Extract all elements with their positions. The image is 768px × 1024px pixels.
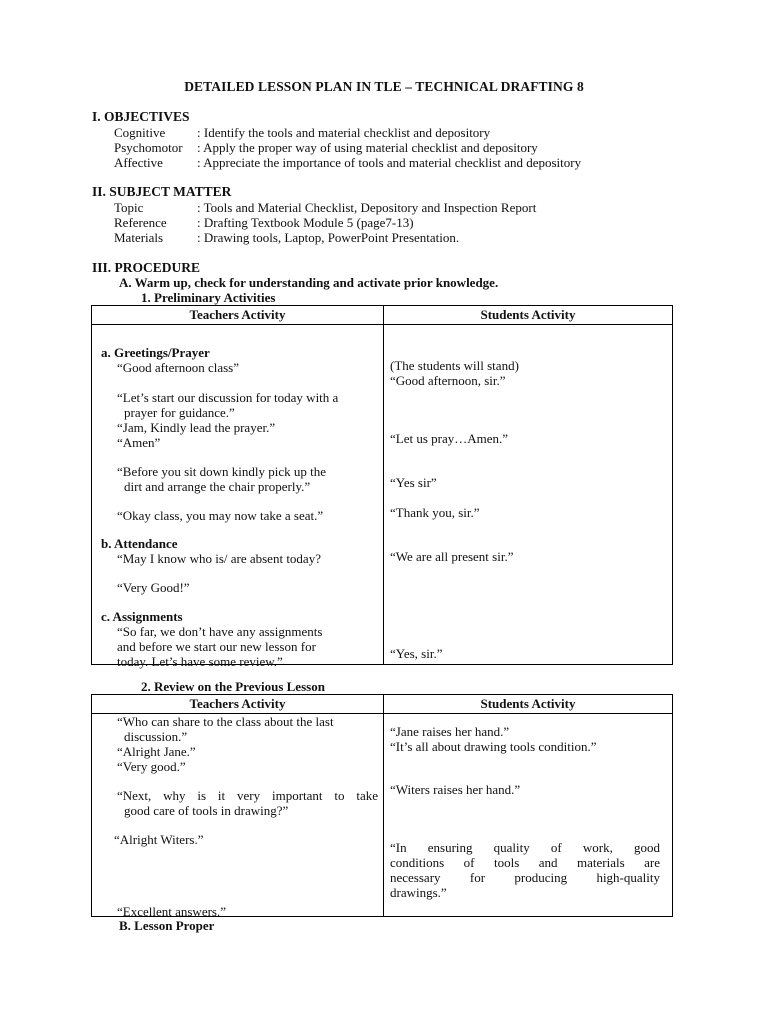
student-line: “Yes, sir.” <box>390 646 443 661</box>
student-line: drawings.” <box>390 885 447 900</box>
attendance-heading: b. Attendance <box>101 536 178 551</box>
subject-label: Materials <box>114 230 164 245</box>
student-line: “In ensuring quality of work, good <box>390 840 660 855</box>
teacher-line: “Excellent answers.” <box>117 904 227 919</box>
teacher-line: “Very Good!” <box>117 580 190 595</box>
teacher-line: prayer for guidance.” <box>124 405 235 420</box>
student-line: “It’s all about drawing tools condition.” <box>390 739 597 754</box>
teacher-line: “Jam, Kindly lead the prayer.” <box>117 420 276 435</box>
teacher-line: “Amen” <box>117 435 161 450</box>
procedure-sub-1: 1. Preliminary Activities <box>141 290 276 305</box>
procedure-sub-b: B. Lesson Proper <box>119 918 215 933</box>
procedure-sub-2: 2. Review on the Previous Lesson <box>141 679 325 694</box>
teacher-line: “Very good.” <box>117 759 186 774</box>
teacher-line: “Before you sit down kindly pick up the <box>117 464 327 479</box>
objective-text: : Identify the tools and material checklist and depository <box>197 125 491 140</box>
student-line: “Thank you, sir.” <box>390 505 480 520</box>
objective-text: : Apply the proper way of using material checklist and depository <box>197 140 538 155</box>
teacher-line: and before we start our new lesson for <box>117 639 316 654</box>
objective-label: Affective <box>114 155 163 170</box>
students-activity-header: Students Activity <box>384 695 673 714</box>
subject-text: : Drawing tools, Laptop, PowerPoint Presentation. <box>197 230 460 245</box>
teacher-line: “Alright Jane.” <box>117 744 196 759</box>
preliminary-activities-table <box>91 305 673 669</box>
teacher-line: “May I know who is/ are absent today? <box>117 551 321 566</box>
procedure-heading: III. PROCEDURE <box>92 260 201 275</box>
students-activity-header: Students Activity <box>384 306 673 325</box>
student-line: “Good afternoon, sir.” <box>390 373 506 388</box>
teacher-line: “Good afternoon class” <box>117 360 240 375</box>
teacher-line: “Next, why is it very important to take <box>117 788 378 803</box>
objective-text: : Appreciate the importance of tools and material checklist and depository <box>197 155 582 170</box>
teacher-line: discussion.” <box>124 729 188 744</box>
greetings-heading: a. Greetings/Prayer <box>101 345 210 360</box>
subject-matter-heading: II. SUBJECT MATTER <box>92 184 232 199</box>
teacher-line: good care of tools in drawing?” <box>124 803 289 818</box>
subject-text: : Drafting Textbook Module 5 (page7-13) <box>197 215 414 230</box>
student-line: “Let us pray…Amen.” <box>390 431 509 446</box>
student-line: “Witers raises her hand.” <box>390 782 521 797</box>
assignments-heading: c. Assignments <box>101 609 183 624</box>
student-line: “Yes sir” <box>390 475 437 490</box>
subject-label: Topic <box>114 200 144 215</box>
teacher-line: “So far, we don’t have any assignments <box>117 624 323 639</box>
subject-text: : Tools and Material Checklist, Depository and Inspection Report <box>197 200 537 215</box>
teacher-line: dirt and arrange the chair properly.” <box>124 479 311 494</box>
subject-label: Reference <box>114 215 167 230</box>
student-line: “We are all present sir.” <box>390 549 514 564</box>
student-line: “Jane raises her hand.” <box>390 724 510 739</box>
teacher-line: today. Let’s have some review.” <box>117 654 283 669</box>
teacher-line: “Who can share to the class about the last <box>117 714 334 729</box>
student-line: conditions of tools and materials are <box>390 855 660 870</box>
page-title: DETAILED LESSON PLAN IN TLE – TECHNICAL DRAFTING 8 <box>184 79 584 94</box>
objective-label: Cognitive <box>114 125 166 140</box>
objective-label: Psychomotor <box>114 140 183 155</box>
teacher-line: “Let’s start our discussion for today with a <box>117 390 339 405</box>
procedure-sub-a: A. Warm up, check for understanding and activate prior knowledge. <box>119 275 499 290</box>
student-line: (The students will stand) <box>390 358 519 373</box>
student-line: necessary for producing high-quality <box>390 870 660 885</box>
review-table <box>91 694 673 917</box>
teachers-activity-header: Teachers Activity <box>92 695 384 714</box>
teacher-line: “Alright Witers.” <box>114 832 204 847</box>
teacher-line: “Okay class, you may now take a seat.” <box>117 508 324 523</box>
teachers-activity-header: Teachers Activity <box>92 306 384 325</box>
objectives-heading: I. OBJECTIVES <box>92 109 190 124</box>
